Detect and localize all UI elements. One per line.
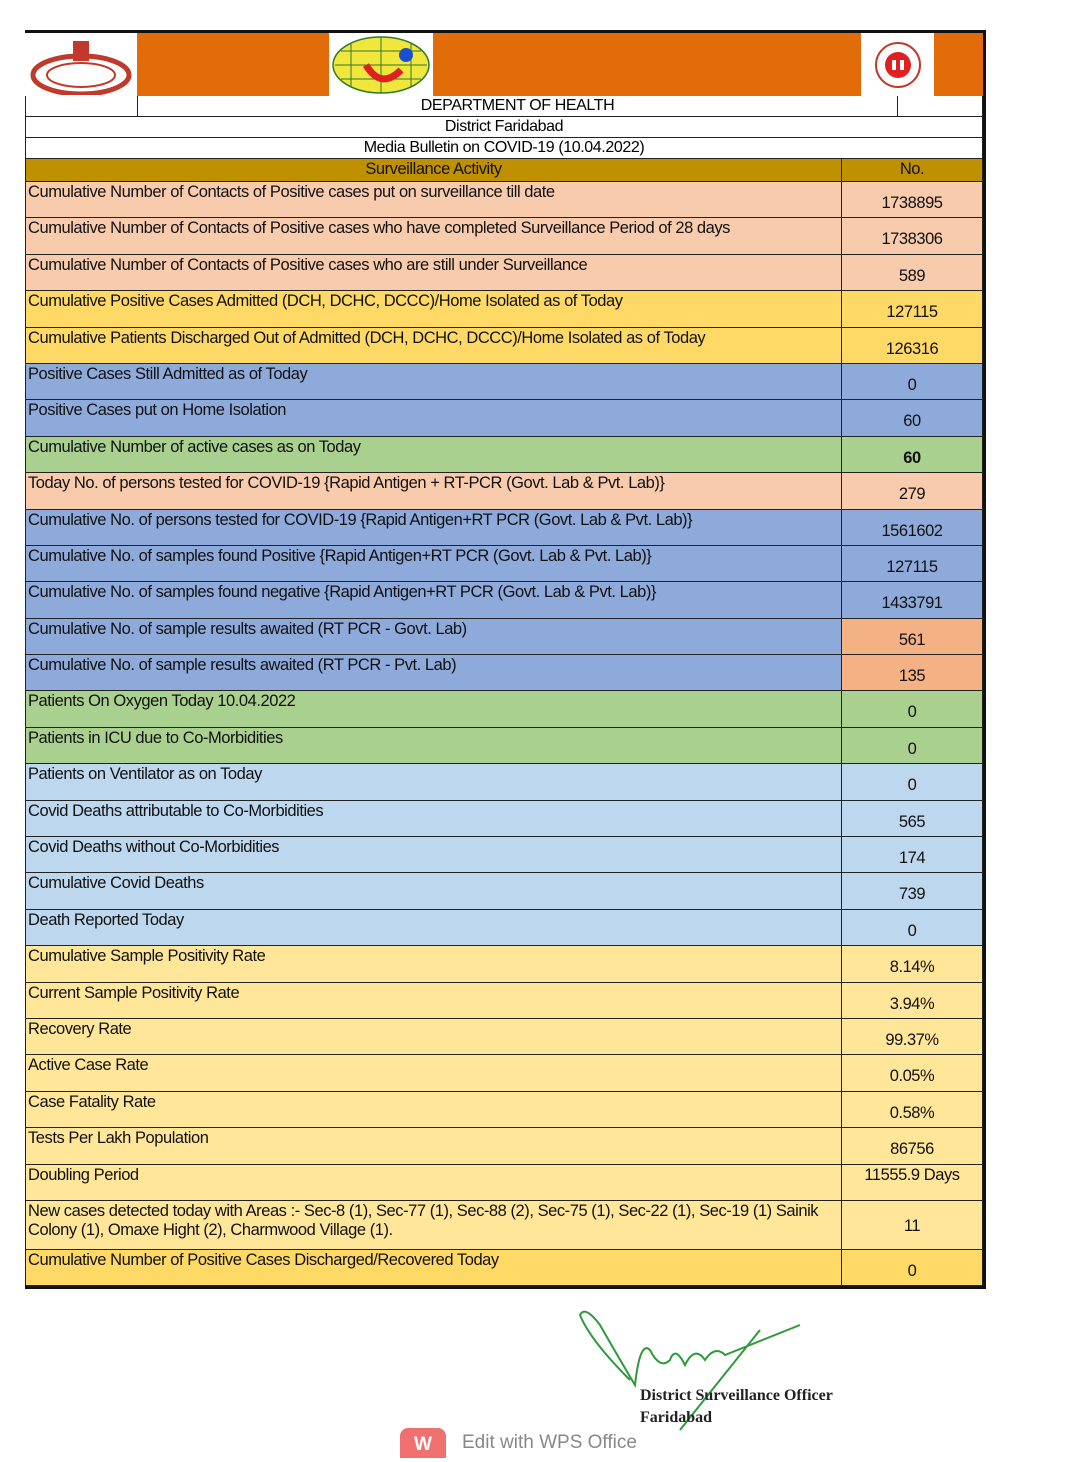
row-value: 8.14%	[842, 946, 983, 981]
wps-logo-icon: W	[400, 1428, 446, 1458]
row-label: Covid Deaths without Co-Morbidities	[26, 837, 842, 872]
signature-block	[640, 1385, 833, 1429]
globe-logo-icon	[329, 33, 433, 96]
table-row	[25, 728, 983, 764]
row-value: 0	[842, 691, 983, 726]
row-value: 561	[842, 619, 983, 654]
table-row	[25, 1165, 983, 1201]
row-value: 565	[842, 801, 983, 836]
row-label: Cumulative Number of active cases as on Today	[26, 437, 842, 472]
row-label: Cumulative Number of Contacts of Positive cases who are still under Surveillance	[26, 255, 842, 290]
row-label: Covid Deaths attributable to Co-Morbidities	[26, 801, 842, 836]
table-row	[25, 255, 983, 291]
row-label: Cumulative No. of sample results awaited (RT PCR - Govt. Lab)	[26, 619, 842, 654]
table-row	[25, 655, 983, 691]
row-value: 1561602	[842, 510, 983, 545]
row-label: Patients on Ventilator as on Today	[26, 764, 842, 799]
row-label: Cumulative Number of Positive Cases Discharged/Recovered Today	[26, 1250, 842, 1285]
row-value: 86756	[842, 1128, 983, 1163]
row-label: Cumulative No. of sample results awaited (RT PCR - Pvt. Lab)	[26, 655, 842, 690]
signature-place: Faridabad	[640, 1409, 713, 1426]
table-row	[25, 437, 983, 473]
row-label: Recovery Rate	[26, 1019, 842, 1054]
row-value: 0	[842, 364, 983, 399]
row-value: 60	[842, 400, 983, 435]
row-value: 127115	[842, 291, 983, 326]
table-row	[25, 1055, 983, 1091]
table-row	[25, 1201, 983, 1250]
row-label: Cumulative No. of persons tested for COVID-19 {Rapid Antigen+RT PCR (Govt. Lab & Pvt. Lab)}	[26, 510, 842, 545]
row-value: 1738306	[842, 218, 983, 253]
table-row	[25, 364, 983, 400]
row-label: New cases detected today with Areas :- Sec-8 (1), Sec-77 (1), Sec-88 (2), Sec-75 (1), Sec-22 (1), Sec-19 (1) Sainik Colony (1), Omaxe Hight (2), Charmwood Village (1).	[26, 1201, 842, 1249]
column-header-activity: Surveillance Activity	[26, 159, 842, 181]
row-value: 739	[842, 873, 983, 908]
table-row	[25, 837, 983, 873]
row-value: 0	[842, 1250, 983, 1285]
row-label: Cumulative Number of Contacts of Positive cases put on surveillance till date	[26, 182, 842, 217]
row-label: Current Sample Positivity Rate	[26, 983, 842, 1018]
table-row	[25, 983, 983, 1019]
wps-watermark-text: Edit with WPS Office	[462, 1432, 637, 1453]
bulletin-sheet	[25, 30, 986, 1289]
row-value: 1433791	[842, 582, 983, 617]
row-value: 60	[842, 437, 983, 472]
row-value: 589	[842, 255, 983, 290]
row-label: Cumulative Sample Positivity Rate	[26, 946, 842, 981]
row-value: 99.37%	[842, 1019, 983, 1054]
table-row	[25, 873, 983, 909]
row-value: 3.94%	[842, 983, 983, 1018]
table-row	[25, 910, 983, 946]
table-row	[25, 218, 983, 254]
row-label: Cumulative Number of Contacts of Positive cases who have completed Surveillance Period of 28 days	[26, 218, 842, 253]
table-row	[25, 510, 983, 546]
table-body	[25, 182, 983, 1286]
table-row	[25, 291, 983, 327]
row-value: 0	[842, 728, 983, 763]
table-row	[25, 691, 983, 727]
row-label: Cumulative Positive Cases Admitted (DCH, DCHC, DCCC)/Home Isolated as of Today	[26, 291, 842, 326]
row-value: 279	[842, 473, 983, 508]
row-label: Cumulative No. of samples found negative {Rapid Antigen+RT PCR (Govt. Lab & Pvt. Lab)}	[26, 582, 842, 617]
table-row	[25, 801, 983, 837]
haryana-emblem-icon	[25, 33, 137, 96]
row-value: 174	[842, 837, 983, 872]
row-label: Cumulative Covid Deaths	[26, 873, 842, 908]
table-row	[25, 473, 983, 509]
row-label: Today No. of persons tested for COVID-19 {Rapid Antigen + RT-PCR (Govt. Lab & Pvt. Lab)}	[26, 473, 842, 508]
table-header	[25, 159, 983, 182]
row-label: Tests Per Lakh Population	[26, 1128, 842, 1163]
table-row	[25, 182, 983, 218]
district-title: District Faridabad	[25, 117, 983, 138]
row-value: 11	[842, 1201, 983, 1249]
table-row	[25, 400, 983, 436]
column-header-no: No.	[842, 159, 983, 181]
table-row	[25, 946, 983, 982]
row-value: 0.05%	[842, 1055, 983, 1090]
row-value: 0	[842, 764, 983, 799]
table-row	[25, 764, 983, 800]
wps-watermark	[400, 1428, 637, 1458]
row-value: 127115	[842, 546, 983, 581]
table-row	[25, 1019, 983, 1055]
national-health-mission-icon	[861, 33, 934, 96]
row-value: 126316	[842, 328, 983, 363]
row-label: Active Case Rate	[26, 1055, 842, 1090]
table-row	[25, 328, 983, 364]
row-label: Positive Cases Still Admitted as of Today	[26, 364, 842, 399]
table-row	[25, 582, 983, 618]
table-row	[25, 619, 983, 655]
row-label: Positive Cases put on Home Isolation	[26, 400, 842, 435]
row-value: 135	[842, 655, 983, 690]
bulletin-title: Media Bulletin on COVID-19 (10.04.2022)	[25, 138, 983, 159]
row-label: Death Reported Today	[26, 910, 842, 945]
row-value: 1738895	[842, 182, 983, 217]
row-label: Patients in ICU due to Co-Morbidities	[26, 728, 842, 763]
row-label: Cumulative Patients Discharged Out of Admitted (DCH, DCHC, DCCC)/Home Isolated as of Today	[26, 328, 842, 363]
department-title: DEPARTMENT OF HEALTH	[138, 96, 898, 116]
logo-banner	[25, 30, 983, 96]
row-label: Case Fatality Rate	[26, 1092, 842, 1127]
table-row	[25, 546, 983, 582]
signature-title: District Surveillance Officer	[640, 1387, 833, 1404]
row-value: 0.58%	[842, 1092, 983, 1127]
row-value: 0	[842, 910, 983, 945]
row-label: Cumulative No. of samples found Positive {Rapid Antigen+RT PCR (Govt. Lab & Pvt. Lab)}	[26, 546, 842, 581]
table-row	[25, 1128, 983, 1164]
table-row	[25, 1092, 983, 1128]
row-label: Patients On Oxygen Today 10.04.2022	[26, 691, 842, 726]
table-row	[25, 1250, 983, 1286]
row-value: 11555.9 Days	[842, 1165, 983, 1200]
row-label: Doubling Period	[26, 1165, 842, 1200]
header-department-row	[25, 96, 983, 117]
